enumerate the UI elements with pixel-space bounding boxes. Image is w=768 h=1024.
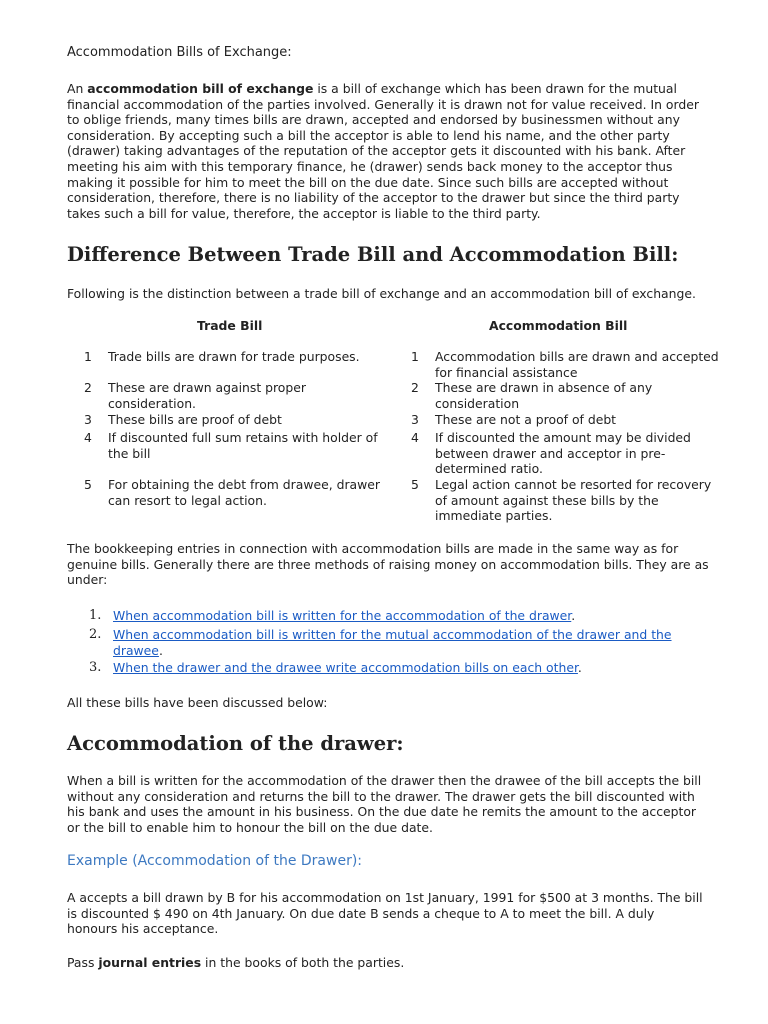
intro-paragraph — [67, 81, 727, 221]
cell-line: for financial assistance — [435, 364, 578, 380]
cell-line: If discounted the amount may be divided — [435, 430, 691, 445]
cell-line: If discounted full sum retains with holder of — [108, 430, 378, 445]
cell-line: These are drawn against proper — [108, 380, 306, 395]
cell-line: For obtaining the debt from drawee, drawer — [108, 477, 381, 492]
row-number: 1 — [84, 349, 92, 364]
bookkeeping-line: The bookkeeping entries in connection with accommodation bills are made in the same way as for — [67, 541, 679, 556]
row-number: 5 — [411, 477, 419, 492]
pass-prefix: Pass — [67, 955, 99, 970]
example-line: is discounted $ 490 on 4th January. On due date B sends a cheque to A to meet the bill. A duly — [67, 905, 655, 921]
row-number: 4 — [84, 430, 92, 445]
list-item-text: When accommodation bill is written for the accommodation of the drawer. — [113, 608, 576, 623]
difference-heading: Difference Between Trade Bill and Accommodation Bill: — [67, 243, 679, 266]
intro-line: to oblige friends, many times bills are drawn, accepted and endorsed by businessmen without any — [67, 112, 680, 128]
method-link-drawer[interactable]: When accommodation bill is written for the accommodation of the drawer — [113, 608, 572, 623]
drawer-line: without any consideration and returns the bill to the drawer. The drawer gets the bill discounted with — [67, 788, 695, 804]
cell-line: Trade bills are drawn for trade purposes. — [108, 349, 360, 364]
list-number: 3. — [89, 660, 102, 675]
trade-bill-cell — [108, 430, 398, 461]
discussed-below-text: All these bills have been discussed below: — [67, 695, 328, 710]
method-link-each-other[interactable]: When the drawer and the drawee write accommodation bills on each other — [113, 660, 578, 675]
drawer-heading: Accommodation of the drawer: — [67, 732, 404, 755]
intro-line — [67, 81, 727, 97]
accommodation-bill-cell — [435, 349, 727, 380]
trade-bill-cell — [108, 477, 398, 508]
intro-line: consideration. By accepting such a bill the acceptor is able to lend his name, and the other party — [67, 127, 670, 143]
cell-line: Legal action cannot be resorted for recovery — [435, 477, 712, 492]
accommodation-bill-cell — [435, 412, 727, 428]
row-number: 4 — [411, 430, 419, 445]
drawer-line: or the bill to enable him to honour the bill on the due date. — [67, 819, 433, 835]
row-number: 3 — [411, 412, 419, 427]
cell-line: Accommodation bills are drawn and accepted — [435, 349, 719, 364]
intro-line: (drawer) taking advantages of the reputation of the acceptor gets it discounted with his bank. After — [67, 143, 686, 159]
list-number: 1. — [89, 608, 102, 623]
intro-prefix: An — [67, 81, 88, 96]
cell-line: determined ratio. — [435, 461, 543, 477]
example-line: A accepts a bill drawn by B for his accommodation on 1st January, 1991 for $500 at 3 months. The bill — [67, 890, 703, 905]
list-number: 2. — [89, 627, 102, 642]
drawer-paragraph — [67, 773, 727, 835]
intro-bold-term: accommodation bill of exchange — [87, 81, 314, 96]
bookkeeping-paragraph — [67, 541, 727, 588]
bookkeeping-line: genuine bills. Generally there are three methods of raising money on accommodation bills. They are as — [67, 556, 709, 572]
list-item-text: When the drawer and the drawee write accommodation bills on each other. — [113, 660, 582, 675]
row-number: 2 — [411, 380, 419, 395]
pass-suffix: in the books of both the parties. — [201, 955, 405, 970]
row-number: 1 — [411, 349, 419, 364]
intro-line: consideration, therefore, there is no liability of the acceptor to the drawer but since the third party — [67, 190, 680, 206]
cell-line: of amount against these bills by the — [435, 492, 659, 508]
cell-line: the bill — [108, 445, 151, 461]
row-number: 3 — [84, 412, 92, 427]
list-item-text: When accommodation bill is written for the mutual accommodation of the drawer and the drawee. — [113, 627, 672, 658]
accommodation-bill-header: Accommodation Bill — [489, 318, 628, 333]
cell-line: These bills are proof of debt — [108, 412, 282, 427]
accommodation-bill-cell — [435, 477, 727, 524]
bookkeeping-line: under: — [67, 572, 108, 588]
cell-line: consideration — [435, 395, 520, 411]
pass-bold-term: journal entries — [98, 955, 202, 970]
row-number: 5 — [84, 477, 92, 492]
accommodation-bill-cell — [435, 430, 727, 477]
intro-line: financial accommodation of the parties involved. Generally it is drawn not for value received. In order — [67, 96, 699, 112]
example-heading: Example (Accommodation of the Drawer): — [67, 853, 362, 869]
drawer-line: his bank and uses the amount in his business. On the due date he remits the amount to the acceptor — [67, 804, 697, 820]
accommodation-bill-cell — [435, 380, 727, 411]
cell-line: immediate parties. — [435, 508, 553, 524]
trade-bill-cell — [108, 412, 398, 428]
intro-line: meeting his aim with this temporary finance, he (drawer) sends back money to the acceptor thus — [67, 158, 673, 174]
section-title: Accommodation Bills of Exchange: — [67, 45, 292, 60]
method-link-mutual-cont[interactable]: drawee — [113, 642, 159, 658]
difference-intro: Following is the distinction between a trade bill of exchange and an accommodation bill of exchange. — [67, 286, 696, 301]
trade-bill-header: Trade Bill — [197, 318, 263, 333]
pass-entries-line — [67, 955, 727, 971]
drawer-line: When a bill is written for the accommodation of the drawer then the drawee of the bill accepts the bill — [67, 773, 702, 788]
example-paragraph — [67, 890, 727, 937]
method-link-mutual[interactable]: When accommodation bill is written for the mutual accommodation of the drawer and the — [113, 627, 672, 642]
example-line: honours his acceptance. — [67, 921, 219, 937]
cell-line: consideration. — [108, 395, 196, 411]
trade-bill-cell — [108, 349, 398, 365]
cell-line: These are drawn in absence of any — [435, 380, 653, 395]
intro-line: takes such a bill for value, therefore, the acceptor is liable to the third party. — [67, 205, 541, 221]
intro-line: making it possible for him to meet the bill on the due date. Since such bills are accepted without — [67, 174, 669, 190]
cell-line: These are not a proof of debt — [435, 412, 617, 427]
row-number: 2 — [84, 380, 92, 395]
cell-line: can resort to legal action. — [108, 492, 267, 508]
trade-bill-cell — [108, 380, 398, 411]
cell-line: between drawer and acceptor in pre- — [435, 445, 666, 461]
intro-line-text: is a bill of exchange which has been drawn for the mutual — [313, 81, 677, 96]
